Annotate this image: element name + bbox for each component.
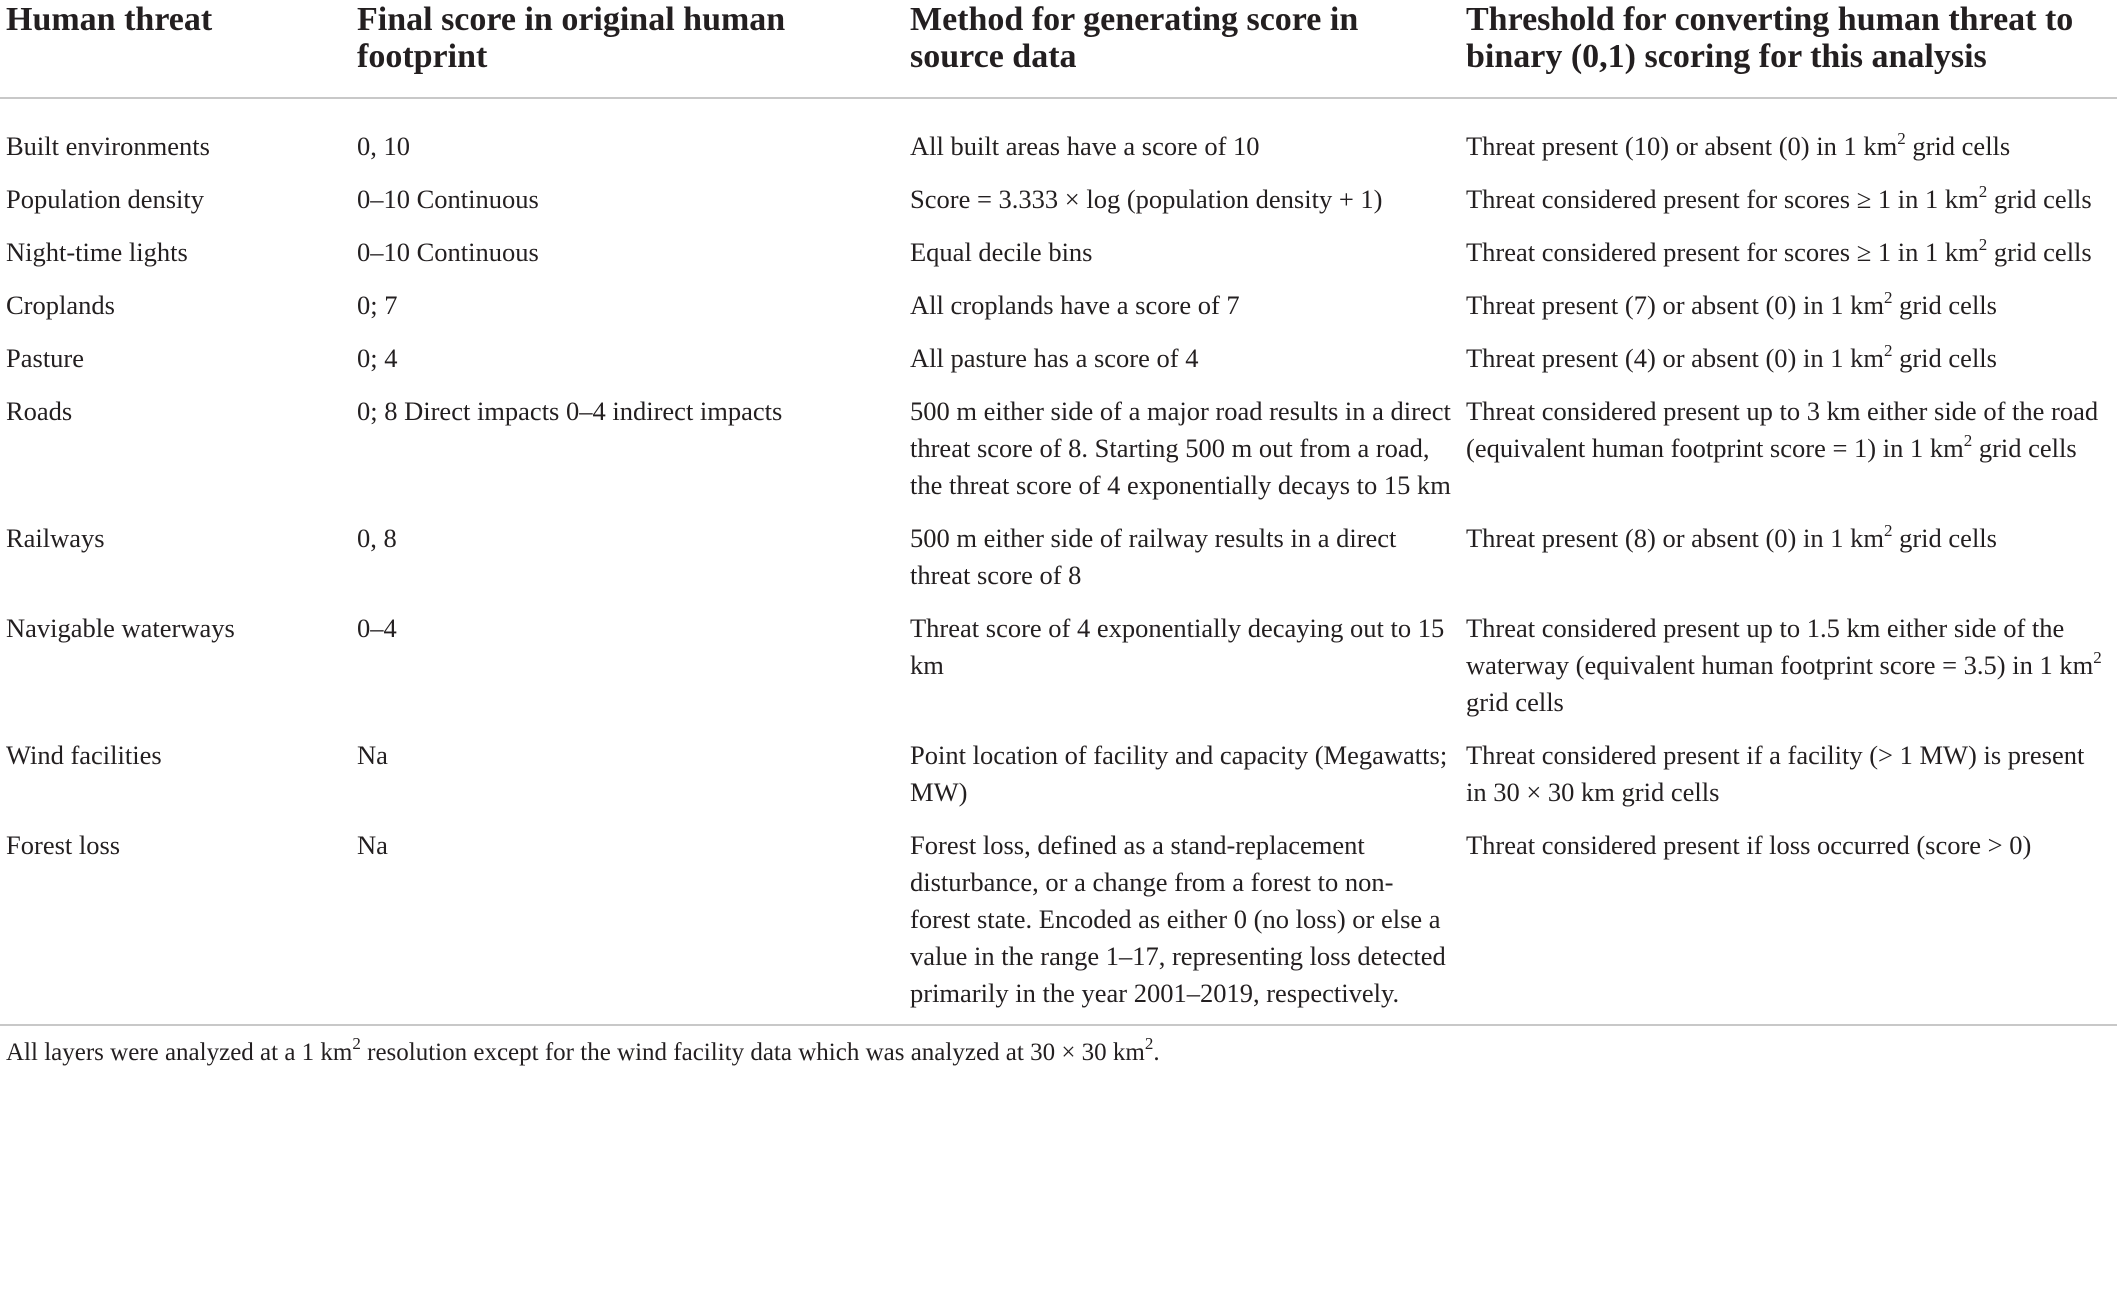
threshold-text-suffix: grid cells: [1905, 131, 2011, 161]
footnote-superscript-1: 2: [352, 1034, 361, 1053]
threat-cell: Navigable waterways: [6, 613, 235, 643]
score-cell: Na: [357, 830, 388, 860]
threat-cell: Pasture: [6, 343, 85, 373]
table-row: [0, 165, 2117, 218]
header-method: Method for generating score in source data: [904, 0, 1460, 98]
table-row: [0, 721, 2117, 811]
footnote-text-2: resolution except for the wind facility data which was analyzed at 30 × 30 km: [360, 1039, 1145, 1066]
threshold-text: Threat considered present for scores ≥ 1 in 1 km: [1466, 184, 1979, 214]
threshold-superscript: 2: [2093, 648, 2102, 667]
threshold-cell: [1460, 594, 2117, 721]
score-cell: 0, 10: [357, 131, 410, 161]
threshold-text-suffix: grid cells: [1987, 184, 2092, 214]
threat-cell: Population density: [6, 184, 205, 214]
table-footnote: [0, 1026, 2117, 1070]
method-cell: Forest loss, defined as a stand-replacement disturbance, or a change from a forest to non-forest state. Encoded as either 0 (no loss) or else a value in the range 1–17, representing loss detected primarily in the year 2001–2019, respectively.: [910, 830, 1446, 1008]
table-row: [0, 324, 2117, 377]
threshold-cell: [1460, 165, 2117, 218]
threshold-cell: [1460, 811, 2117, 1024]
threshold-text-suffix: grid cells: [1892, 343, 1997, 373]
threat-cell: Wind facilities: [6, 740, 162, 770]
threshold-cell: [1460, 504, 2117, 594]
threshold-cell: [1460, 377, 2117, 504]
threshold-superscript: 2: [1978, 182, 1988, 201]
table-header-row: [0, 0, 2117, 98]
footnote-text-1: All layers were analyzed at a 1 km: [6, 1039, 353, 1066]
method-cell: Point location of facility and capacity (Megawatts; MW): [910, 740, 1448, 807]
threat-cell: Night-time lights: [6, 237, 188, 267]
header-final-score: Final score in original human footprint: [351, 0, 904, 98]
score-cell: 0–10 Continuous: [357, 237, 539, 267]
threshold-superscript: 2: [1883, 341, 1893, 360]
footnote-superscript-2: 2: [1144, 1034, 1154, 1053]
threshold-text-suffix: grid cells: [1892, 523, 1997, 553]
method-cell: Threat score of 4 exponentially decaying out to 15 km: [910, 613, 1445, 680]
threat-cell: Railways: [6, 523, 105, 553]
threat-cell: Forest loss: [6, 830, 121, 860]
table-body: [0, 98, 2117, 1024]
threshold-superscript: 2: [1883, 521, 1893, 540]
table-row: [0, 377, 2117, 504]
threshold-superscript: 2: [1883, 288, 1893, 307]
threshold-superscript: 2: [1978, 235, 1988, 254]
score-cell: 0, 8: [357, 523, 397, 553]
score-cell: Na: [357, 740, 388, 770]
threshold-text-suffix: grid cells: [1972, 433, 2077, 463]
header-human-threat: Human threat: [0, 0, 351, 98]
threshold-text-suffix: grid cells: [1892, 290, 1997, 320]
score-cell: 0; 4: [357, 343, 398, 373]
table-row: [0, 594, 2117, 721]
threshold-text-suffix: grid cells: [1987, 237, 2092, 267]
threshold-superscript: 2: [1963, 431, 1973, 450]
threshold-cell: [1460, 218, 2117, 271]
table-row: [0, 271, 2117, 324]
method-cell: 500 m either side of railway results in a direct threat score of 8: [910, 523, 1397, 590]
table-row: [0, 98, 2117, 165]
method-cell: All built areas have a score of 10: [910, 131, 1260, 161]
threshold-text: Threat considered present if loss occurred (score > 0): [1466, 830, 2032, 860]
footnote-text-3: .: [1153, 1039, 1160, 1066]
threshold-cell: [1460, 324, 2117, 377]
score-cell: 0–4: [357, 613, 397, 643]
method-cell: Score = 3.333 × log (population density + 1): [910, 184, 1383, 214]
table-row: [0, 504, 2117, 594]
threat-cell: Croplands: [6, 290, 115, 320]
method-cell: 500 m either side of a major road results in a direct threat score of 8. Starting 500 m out from a road, the threat score of 4 exponentially decays to 15 km: [910, 396, 1451, 500]
threshold-cell: [1460, 271, 2117, 324]
threshold-cell: [1460, 98, 2117, 165]
method-cell: All croplands have a score of 7: [910, 290, 1240, 320]
method-cell: Equal decile bins: [910, 237, 1093, 267]
threshold-text: Threat present (8) or absent (0) in 1 km: [1466, 523, 1884, 553]
threshold-text: Threat present (7) or absent (0) in 1 km: [1466, 290, 1884, 320]
score-cell: 0; 8 Direct impacts 0–4 indirect impacts: [357, 396, 783, 426]
threshold-text: Threat considered present up to 1.5 km either side of the waterway (equivalent human footprint score = 3.5) in 1 km: [1466, 613, 2094, 680]
method-cell: All pasture has a score of 4: [910, 343, 1199, 373]
header-threshold: Threshold for converting human threat to binary (0,1) scoring for this analysis: [1460, 0, 2117, 98]
threshold-cell: [1460, 721, 2117, 811]
threshold-text: Threat present (4) or absent (0) in 1 km: [1466, 343, 1884, 373]
score-cell: 0–10 Continuous: [357, 184, 539, 214]
table-row: [0, 218, 2117, 271]
threshold-superscript: 2: [1897, 129, 1906, 148]
threshold-text: Threat considered present for scores ≥ 1 in 1 km: [1466, 237, 1979, 267]
threshold-text-suffix: grid cells: [1466, 687, 1564, 717]
table-row: [0, 811, 2117, 1024]
threat-cell: Built environments: [6, 131, 210, 161]
score-cell: 0; 7: [357, 290, 398, 320]
threshold-text: Threat present (10) or absent (0) in 1 km: [1466, 131, 1898, 161]
threshold-text: Threat considered present up to 3 km either side of the road (equivalent human footprint score = 1) in 1 km: [1466, 396, 2099, 463]
threat-cell: Roads: [6, 396, 73, 426]
threshold-text: Threat considered present if a facility (> 1 MW) is present in 30 × 30 km grid cells: [1466, 740, 2085, 807]
